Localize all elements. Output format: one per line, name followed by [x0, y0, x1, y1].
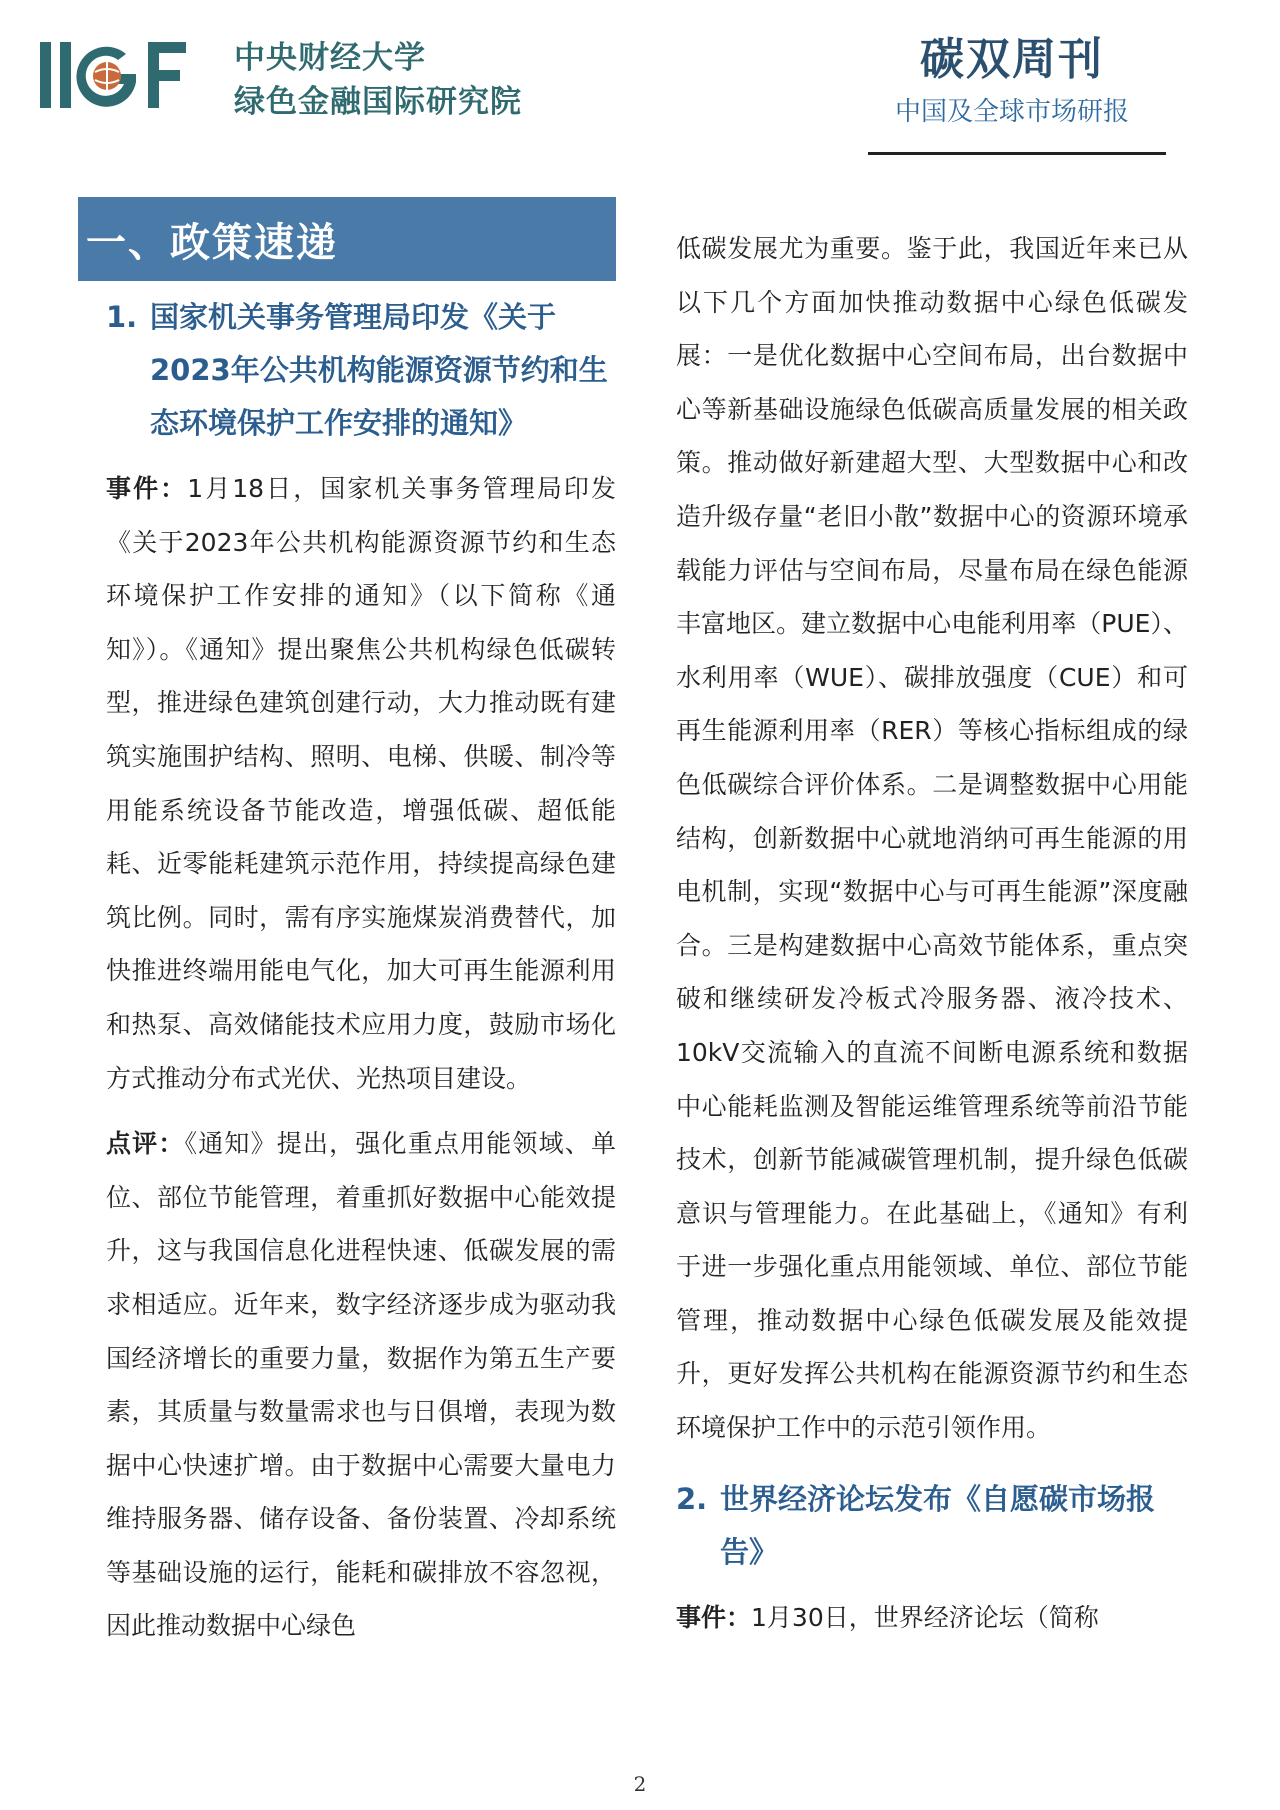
event-text: 1月30日，世界经济论坛（简称 — [751, 1602, 1099, 1632]
event-text: 1月18日，国家机关事务管理局印发《关于2023年公共机构能源资源节约和生态环境保护工作安排的通知》（以下简称《通知》）。《通知》提出聚焦公共机构绿色低碳转型，推进绿色建筑创建行动，大力推动既有建筑实施围护结构、照明、电梯、供暖、制冷等用能系统设备节能改造，增强低碳、超低能耗、近零能耗建筑示范作用，持续提高绿色建筑比例。同时，需有序实施煤炭消费替代，加快推进终端用能电气化，加大可再生能源利用和热泵、高效储能技术应用力度，鼓励市场化方式推动分布式光伏、光热项目建设。 — [106, 474, 616, 1093]
comment-text-left: 《通知》提出，强化重点用能领域、单位、部位节能管理，着重抓好数据中心能效提升，这与我国信息化进程快速、低碳发展的需求相适应。近年来，数字经济逐步成为驱动我国经济增长的重要力量，数据作为第五生产要素，其质量与数量需求也与日俱增，表现为数据中心快速扩增。由于数据中心需要大量电力维持服务器、储存设备、备份装置、冷却系统等基础设施的运行，能耗和碳排放不容忽视，因此推动数据中心绿色 — [106, 1129, 616, 1641]
article1-number: 1. — [106, 300, 138, 334]
section-banner: 一、政策速递 — [78, 197, 616, 281]
article2-title: 世界经济论坛发布《自愿碳市场报告》 — [720, 1481, 1156, 1569]
article1-comment — [78, 1117, 616, 1653]
article1-comment-continued: 低碳发展尤为重要。鉴于此，我国近年来已从以下几个方面加快推动数据中心绿色低碳发展：一是优化数据中心空间布局，出台数据中心等新基础设施绿色低碳高质量发展的相关政策。推动做好新建超大型、大型数据中心和改造升级存量“老旧小散”数据中心的资源环境承载能力评估与空间布局，尽量布局在绿色能源丰富地区。建立数据中心电能利用率（PUE）、水利用率（WUE）、碳排放强度（CUE）和可再生能源利用率（RER）等核心指标组成的绿色低碳综合评价体系。二是调整数据中心用能结构，创新数据中心就地消纳可再生能源的用电机制，实现“数据中心与可再生能源”深度融合。三是构建数据中心高效节能体系，重点突破和继续研发冷板式冷服务器、液冷技术、10kV交流输入的直流不间断电源系统和数据中心能耗监测及智能运维管理系统等前沿节能技术，创新节能减碳管理机制，提升绿色低碳意识与管理能力。在此基础上，《通知》有利于进一步强化重点用能领域、单位、部位节能管理，推动数据中心绿色低碳发展及能效提升，更好发挥公共机构在能源资源节约和生态环境保护工作中的示范引领作用。 — [676, 234, 1188, 1443]
org-name-line1: 中央财经大学 — [234, 40, 426, 76]
article2-heading — [676, 1473, 1188, 1579]
organization-name — [234, 36, 522, 124]
article1-title: 国家机关事务管理局印发《关于2023年公共机构能源资源节约和生态环境保护工作安排的通知》 — [150, 300, 608, 440]
publication-subtitle: 中国及全球市场研报 — [894, 97, 1129, 127]
left-column — [78, 197, 616, 1653]
page-number: 2 — [633, 1772, 647, 1796]
page-header — [0, 0, 1280, 170]
header-rule — [868, 152, 1166, 155]
event-label: 事件： — [676, 1602, 752, 1632]
right-column — [676, 222, 1188, 1644]
publication-title: 碳双周刊 — [920, 34, 1104, 85]
article1-heading — [78, 291, 616, 450]
comment-label: 点评： — [106, 1129, 185, 1159]
event-label: 事件： — [106, 474, 188, 503]
article2-event — [676, 1591, 1188, 1645]
org-name-line2: 绿色金融国际研究院 — [234, 84, 522, 120]
iigf-logo — [40, 40, 210, 112]
article2-number: 2. — [676, 1481, 708, 1516]
article1-event — [78, 462, 616, 1105]
publication-block — [862, 32, 1162, 136]
